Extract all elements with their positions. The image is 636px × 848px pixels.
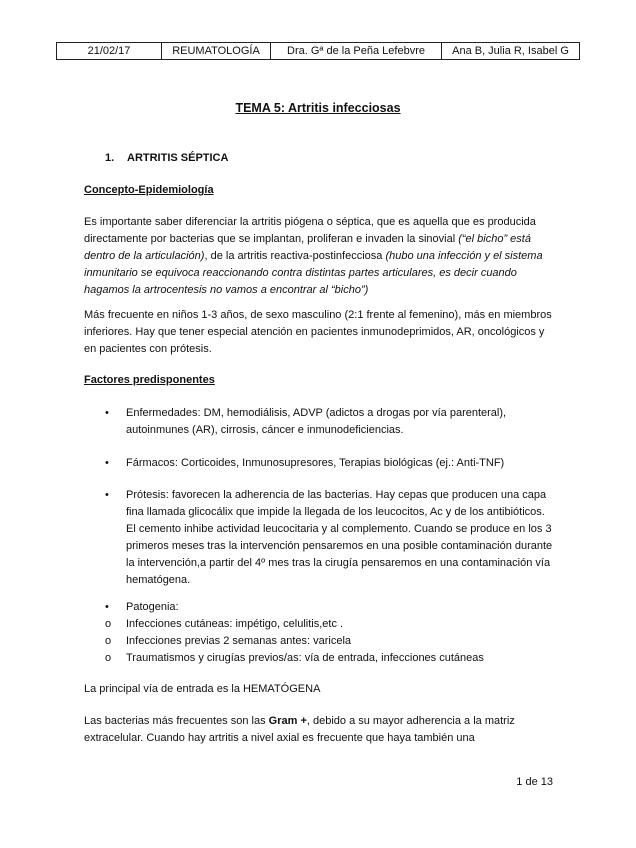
factor-item-farmacos <box>105 455 555 472</box>
factor-item-text: Fármacos: Corticoides, Inmunosupresores, Terapias biológicas (ej.: Anti-TNF) <box>126 457 505 469</box>
bacterias-text-c: , debido a su mayor adherencia a la matriz extracelular. Cuando hay artritis a nivel axial es frecuente que haya también una <box>84 715 515 744</box>
concepto-p1-text-b: (“el bicho” está dentro de la articulación) <box>84 233 531 262</box>
gram-positive-label: Gram + <box>268 715 307 727</box>
section-title <box>105 152 228 164</box>
section-number: 1. <box>105 152 115 164</box>
factor-item-text: Prótesis: favorecen la adherencia de las bacterias. Hay cepas que producen una capa fina llamada glicocálix que impide la llegada de los leucocitos, Ac y de los antibióticos. El cemento inhibe actividad leucocitaria y al complemento. Cuando se produce en los 3 primeros meses tras la intervención pensaremos en una posible contaminación durante la intervención,a partir del 4º mes tras la cirugía pensaremos en una contaminación vía hematógena. <box>126 489 553 586</box>
factor-item-enfermedades <box>105 405 555 439</box>
page-number: 1 de 13 <box>516 776 553 788</box>
concepto-paragraph-2: Más frecuente en niños 1-3 años, de sexo masculino (2:1 frente al femenino), más en miembros inferiores. Hay que tener especial atención en pacientes inmunodeprimidos, AR, oncológicos y en pacientes con prótesis. <box>84 309 552 355</box>
concepto-p1-text-c: , de la artritis reactiva-postinfecciosa <box>204 250 386 262</box>
factor-item-text: Patogenia: <box>126 601 179 613</box>
section-title-text: ARTRITIS SÉPTICA <box>127 152 229 164</box>
via-entrada-paragraph: La principal vía de entrada es la HEMATÓGENA <box>84 683 321 695</box>
bullet-icon: • <box>105 457 109 469</box>
bullet-icon: • <box>105 489 109 501</box>
bacterias-paragraph <box>84 713 554 747</box>
header-professor: Dra. Gª de la Peña Lefebvre <box>271 43 442 60</box>
bullet-icon: • <box>105 407 109 419</box>
bullet-icon: • <box>105 601 109 613</box>
factores-heading: Factores predisponentes <box>84 374 215 386</box>
patogenia-list <box>105 616 555 667</box>
header-authors: Ana B, Julia R, Isabel G <box>442 43 580 60</box>
concepto-heading: Concepto-Epidemiología <box>84 184 214 196</box>
factor-item-text: Enfermedades: DM, hemodiálisis, ADVP (adictos a drogas por vía parenteral), autoinmunes (AR), cirrosis, cáncer e inmunodeficiencias. <box>126 407 507 436</box>
header-table <box>56 42 580 60</box>
header-row <box>57 43 580 60</box>
document-title: TEMA 5: Artritis infecciosas <box>235 101 401 115</box>
patogenia-item: o Infecciones previas 2 semanas antes: varicela <box>105 633 555 650</box>
concepto-p1-text-a: Es importante saber diferenciar la artritis piógena o séptica, que es aquella que es producida directamente por bacterias que se implantan, proliferan e invaden la sinovial <box>84 216 536 245</box>
bacterias-text-a: Las bacterias más frecuentes son las <box>84 715 269 727</box>
header-subject: REUMATOLOGÍA <box>162 43 271 60</box>
circle-bullet-icon: o <box>105 618 112 630</box>
concepto-paragraph-1 <box>84 214 554 299</box>
header-date: 21/02/17 <box>57 43 162 60</box>
patogenia-item: o Infecciones cutáneas: impétigo, celulitis,etc . <box>105 616 555 633</box>
patogenia-item: o Traumatismos y cirugías previos/as: vía de entrada, infecciones cutáneas <box>105 650 555 667</box>
circle-bullet-icon: o <box>105 652 112 664</box>
concepto-p1-text-d: (hubo una infección y el sistema inmunitario se equivoca reaccionando contra distintas partes articulares, es decir cuando hagamos la artrocentesis no vamos a encontrar al “bicho”) <box>84 250 543 296</box>
factor-item-patogenia <box>105 599 555 667</box>
factor-item-protesis <box>105 487 555 589</box>
circle-bullet-icon: o <box>105 635 112 647</box>
